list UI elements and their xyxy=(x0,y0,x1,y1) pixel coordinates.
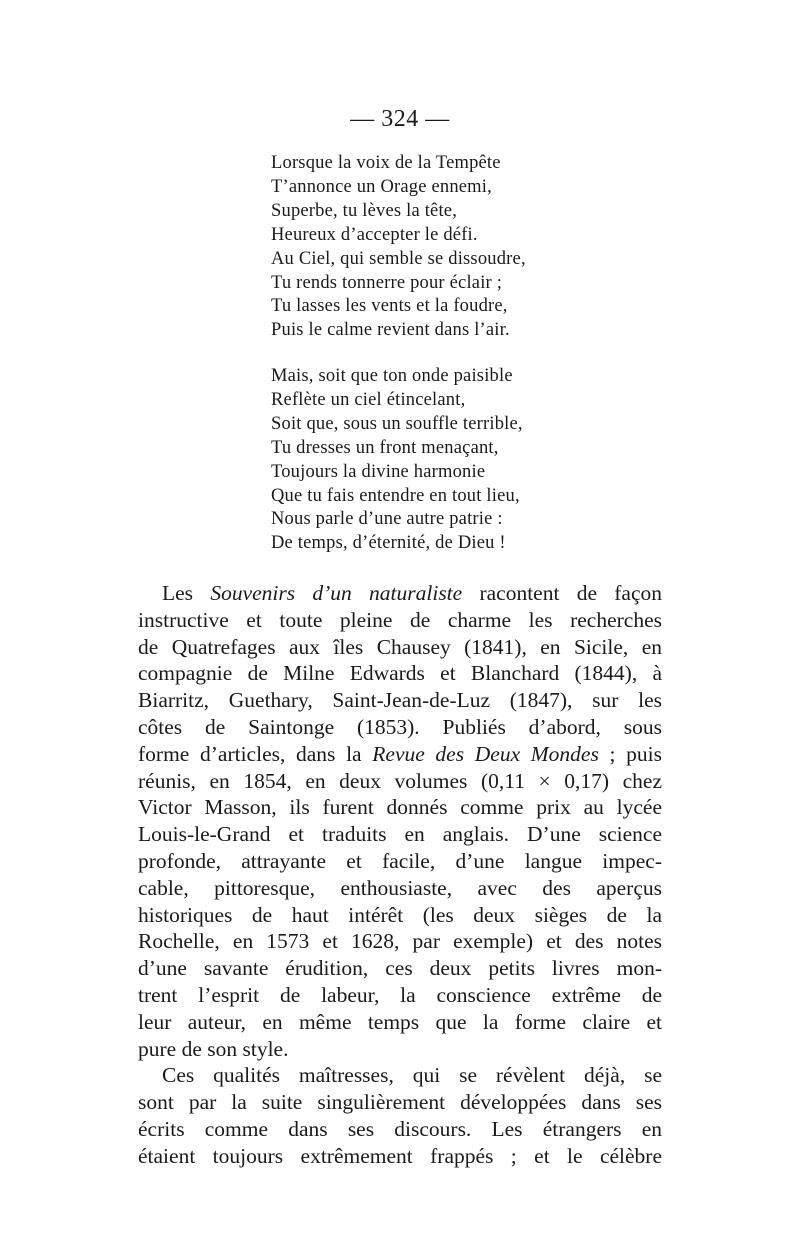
prose-line: Victor Masson, ils furent donnés comme prix au lycée xyxy=(138,795,662,820)
prose-line: Louis-le-Grand et traduits en anglais. D’une science xyxy=(138,822,662,847)
prose-line: historiques de haut intérêt (les deux sièges de la xyxy=(138,902,662,927)
verse-line: Reflète un ciel étincelant, xyxy=(271,389,466,410)
verse-line: De temps, d’éternité, de Dieu ! xyxy=(271,533,506,554)
prose-line: Biarritz, Guethary, Saint-Jean-de-Luz (1847), sur les xyxy=(138,688,662,713)
prose-line: leur auteur, en même temps que la forme claire et xyxy=(138,1009,662,1034)
prose-line: réunis, en 1854, en deux volumes (0,11 × 0,17) chez xyxy=(138,768,662,793)
page-number: — 324 — xyxy=(350,106,450,132)
prose-line: trent l’esprit de labeur, la conscience extrême de xyxy=(138,982,662,1007)
poem-stanza-1 xyxy=(271,152,611,343)
prose-line: instructive et toute pleine de charme les recherches xyxy=(138,607,662,632)
prose-line: côtes de Saintonge (1853). Publiés d’abord, sous xyxy=(138,714,662,739)
verse-line: Tu lasses les vents et la foudre, xyxy=(271,296,508,317)
prose-line: sont par la suite singulièrement développées dans ses xyxy=(138,1090,662,1115)
prose-line: Les Souvenirs d’un naturaliste racontent de façon xyxy=(162,581,662,605)
verse-line: Tu dresses un front menaçant, xyxy=(271,437,499,458)
verse-line: T’annonce un Orage ennemi, xyxy=(271,176,492,197)
prose-line: Rochelle, en 1573 et 1628, par exemple) et des notes xyxy=(138,929,662,954)
book-title-souvenirs: Souvenirs d’un naturaliste xyxy=(210,581,463,605)
prose-line: cable, pittoresque, enthousiaste, avec des aperçus xyxy=(138,875,662,900)
verse-line: Nous parle d’une autre patrie : xyxy=(271,509,503,530)
verse-line: Tu rends tonnerre pour éclair ; xyxy=(271,272,503,293)
poem-stanza-2 xyxy=(271,365,611,556)
prose-line: forme d’articles, dans la Revue des Deux Mondes ; puis xyxy=(138,741,662,766)
prose-line: Ces qualités maîtresses, qui se révèlent déjà, se xyxy=(162,1063,662,1088)
body-text xyxy=(138,580,662,1170)
verse-line: Soit que, sous un souffle terrible, xyxy=(271,413,523,434)
prose-line: pure de son style. xyxy=(138,1036,289,1061)
prose-line: étaient toujours extrêmement frappés ; et le célèbre xyxy=(138,1143,662,1168)
prose-line: d’une savante érudition, ces deux petits livres mon- xyxy=(138,956,662,981)
verse-line: Au Ciel, qui semble se dissoudre, xyxy=(271,248,526,269)
prose-line: de Quatrefages aux îles Chausey (1841), en Sicile, en xyxy=(138,634,662,659)
verse-line: Que tu fais entendre en tout lieu, xyxy=(271,485,520,506)
verse-line: Lorsque la voix de la Tempête xyxy=(271,153,501,173)
verse-line: Puis le calme revient dans l’air. xyxy=(271,320,510,341)
prose-line: compagnie de Milne Edwards et Blanchard (1844), à xyxy=(138,661,662,686)
journal-title-revue: Revue des Deux Mondes xyxy=(372,741,599,766)
verse-line: Toujours la divine harmonie xyxy=(271,461,486,482)
verse-line: Heureux d’accepter le défi. xyxy=(271,224,478,245)
verse-line: Mais, soit que ton onde paisible xyxy=(271,366,513,386)
prose-line: profonde, attrayante et facile, d’une langue impec- xyxy=(138,848,662,873)
verse-line: Superbe, tu lèves la tête, xyxy=(271,200,458,221)
prose-line: écrits comme dans ses discours. Les étrangers en xyxy=(138,1116,662,1141)
